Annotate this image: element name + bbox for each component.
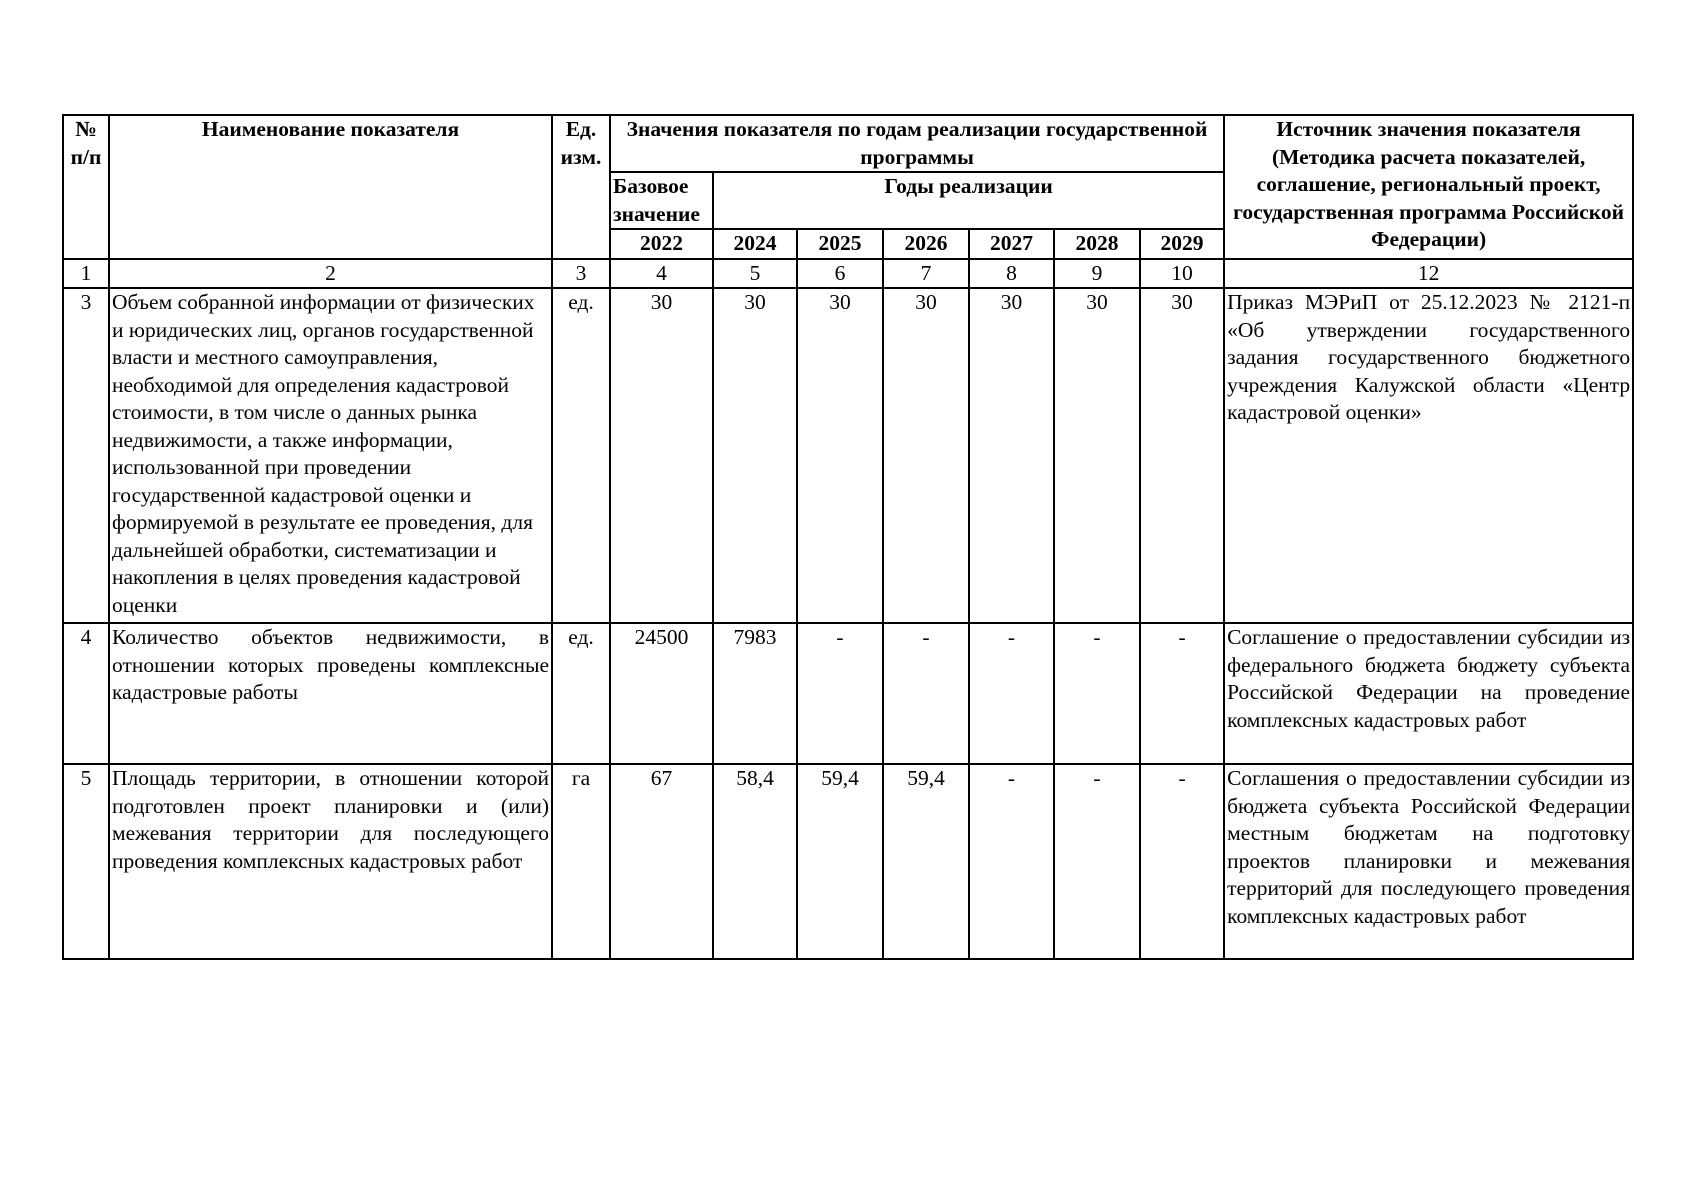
header-unit: Ед. изм. [552, 115, 610, 259]
table-row [63, 764, 1633, 959]
column-number: 6 [797, 259, 883, 289]
row-value: - [1140, 623, 1224, 764]
row-value: 59,4 [883, 764, 969, 959]
row-value: - [1054, 623, 1140, 764]
header-years-group: Годы реализации [713, 172, 1224, 229]
column-number: 5 [713, 259, 797, 289]
row-num: 3 [63, 288, 109, 623]
header-year: 2024 [713, 229, 797, 259]
column-number: 4 [610, 259, 713, 289]
column-number: 10 [1140, 259, 1224, 289]
table-row [63, 288, 1633, 623]
row-value: - [1054, 764, 1140, 959]
header-base-year: 2022 [610, 229, 713, 259]
row-num: 5 [63, 764, 109, 959]
column-number: 8 [969, 259, 1054, 289]
row-num: 4 [63, 623, 109, 764]
row-value: 30 [883, 288, 969, 623]
row-base: 30 [610, 288, 713, 623]
column-number: 1 [63, 259, 109, 289]
indicator-table-wrapper [62, 114, 1632, 960]
row-value: 7983 [713, 623, 797, 764]
row-value: 30 [797, 288, 883, 623]
header-year: 2027 [969, 229, 1054, 259]
row-source: Приказ МЭРиП от 25.12.2023 № 2121-п «Об утверждении государственного задания государственного бюджетного учреждения Калужской области «Центр кадастровой оценки» [1224, 288, 1633, 623]
column-number: 2 [109, 259, 552, 289]
row-value: - [969, 623, 1054, 764]
indicator-table [62, 114, 1634, 960]
row-name: Объем собранной информации от физических и юридических лиц, органов государственной власти и местного самоуправления, необходимой для определения кадастровой стоимости, в том числе о данных рынка недвижимости, а также информации, использованной при проведении государственной кадастровой оценки и формируемой в результате ее проведения, для дальнейшей обработки, систематизации и накопления в целях проведения кадастровой оценки [109, 288, 552, 623]
row-value: - [797, 623, 883, 764]
header-year: 2025 [797, 229, 883, 259]
row-source: Соглашение о предоставлении субсидии из федерального бюджета бюджету субъекта Российской Федерации на проведение комплексных кадастровых работ [1224, 623, 1633, 764]
row-value: - [969, 764, 1054, 959]
header-year: 2029 [1140, 229, 1224, 259]
column-number: 9 [1054, 259, 1140, 289]
header-source: Источник значения показателя (Методика расчета показателей, соглашение, региональный проект, государственная программа Российской Федерации) [1224, 115, 1633, 259]
header-num: № п/п [63, 115, 109, 259]
table-row [63, 623, 1633, 764]
row-name: Количество объектов недвижимости, в отношении которых проведены комплексные кадастровые работы [109, 623, 552, 764]
column-number: 7 [883, 259, 969, 289]
row-source: Соглашения о предоставлении субсидии из бюджета субъекта Российской Федерации местным бюджетам на подготовку проектов планировки и межевания территорий для последующего проведения комплексных кадастровых работ [1224, 764, 1633, 959]
row-value: - [1140, 764, 1224, 959]
row-value: 59,4 [797, 764, 883, 959]
row-value: 30 [1140, 288, 1224, 623]
header-year: 2026 [883, 229, 969, 259]
column-number: 3 [552, 259, 610, 289]
row-value: 30 [713, 288, 797, 623]
header-name: Наименование показателя [109, 115, 552, 259]
row-unit: га [552, 764, 610, 959]
header-year: 2028 [1054, 229, 1140, 259]
row-value: 30 [969, 288, 1054, 623]
row-name: Площадь территории, в отношении которой подготовлен проект планировки и (или) межевания территории для последующего проведения комплексных кадастровых работ [109, 764, 552, 959]
row-base: 67 [610, 764, 713, 959]
header-values-group: Значения показателя по годам реализации государственной программы [610, 115, 1224, 172]
row-unit: ед. [552, 623, 610, 764]
column-number: 12 [1224, 259, 1633, 289]
row-unit: ед. [552, 288, 610, 623]
row-base: 24500 [610, 623, 713, 764]
header-base: Базовое значение [610, 172, 713, 229]
row-value: - [883, 623, 969, 764]
column-number-row [63, 259, 1633, 289]
row-value: 30 [1054, 288, 1140, 623]
row-value: 58,4 [713, 764, 797, 959]
